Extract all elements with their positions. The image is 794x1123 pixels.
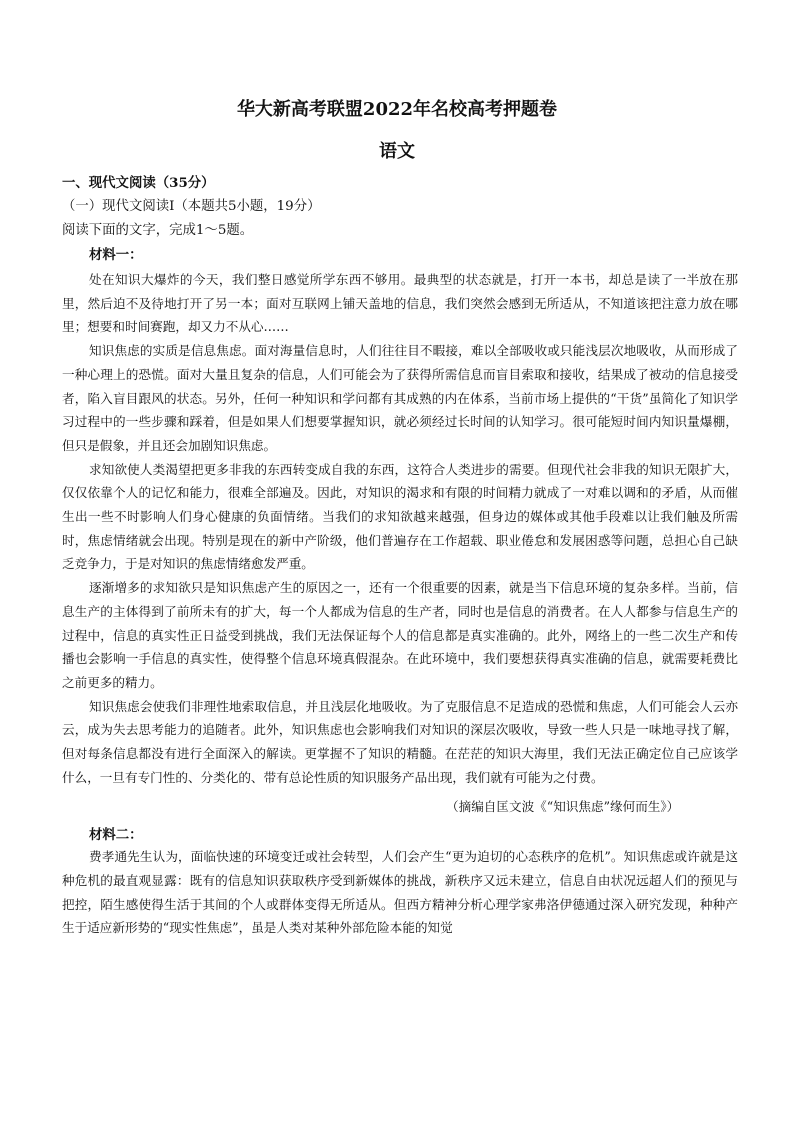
material1-paragraph: 逐渐增多的求知欲只是知识焦虑产生的原因之一，还有一个很重要的因素，就是当下信息环境的复杂多样。当前，信息生产的主体得到了前所未有的扩大，每一个人都成为信息的生产者，同时也是信息的消费者。在人人都参与信息生产的过程中，信息的真实性正日益受到挑战，我们无法保证每个人的信息都是真实准确的。此外，网络上的一些二次生产和传播也会影响一手信息的真实性，使得整个信息环境真假混杂。在此环境中，我们要想获得真实准确的信息，就需要耗费比之前更多的精力。 <box>62 580 738 690</box>
material1-label: 材料一： <box>89 247 143 263</box>
material1-paragraph: 处在知识大爆炸的今天，我们整日感觉所学东西不够用。最典型的状态就是，打开一本书，却总是读了一半放在那里，然后迫不及待地打开了另一本；面对互联网上铺天盖地的信息，我们突然会感到无所适从，不知道该把注意力放在哪里；想要和时间赛跑，却又力不从心…… <box>62 272 738 335</box>
subject-title: 语文 <box>379 141 415 162</box>
material2-label: 材料二： <box>89 827 143 844</box>
exam-title: 华大新高考联盟2022年名校高考押题卷 <box>236 99 558 120</box>
subsection-heading: （一）现代文阅读Ⅰ（本题共5小题，19分） <box>62 199 321 214</box>
material1-source: （摘编自匡文波《“知识焦虑”缘何而生》） <box>446 799 680 815</box>
material1-paragraph: 知识焦虑的实质是信息焦虑。面对海量信息时，人们往往目不暇接，难以全部吸收或只能浅层次地吸收，从而形成了一种心理上的恐慌。面对大量且复杂的信息，人们可能会为了获得所需信息而盲目索取和接收，结果成了被动的信息接受者，陷入盲目跟风的状态。另外，任何一种知识和学问都有其成熟的内在体系，当前市场上提供的“干货”虽简化了知识学习过程中的一些步骤和踩着，但是如果人们想要掌握知识，就必须经过长时间的认知学习。很可能短时间内知识量爆棚，但只是假象，并且还会加剧知识焦虑。 <box>62 343 738 453</box>
material1-body <box>62 268 738 789</box>
material1-paragraph: 知识焦虑会使我们非理性地索取信息，并且浅层化地吸收。为了克服信息不足造成的恐慌和焦虑，人们可能会人云亦云，成为失去思考能力的追随者。此外，知识焦虑也会影响我们对知识的深层次吸收，导致一些人只是一味地寻找了解，但对每条信息都没有进行全面深入的解读。更掌握不了知识的精髓。在茫茫的知识大海里，我们无法正确定位自己应该学什么，一旦有专门性的、分类化的、带有总论性质的知识服务产品出现，我们就有可能为之付费。 <box>62 698 738 785</box>
reading-instruction: 阅读下面的文字，完成1～5题。 <box>62 223 254 238</box>
material2-paragraph: 费孝通先生认为，面临快速的环境变迁或社会转型，人们会产生“更为迫切的心态秩序的危机”。知识焦虑或许就是这种危机的最直观显露：既有的信息知识获取秩序受到新媒体的挑战，新秩序又远未建立，信息自由状况远超人们的预见与把控，陌生感使得生活于其间的个人或群体变得无所适从。但西方精神分析心理学家弗洛伊德通过深入研究发现，种种产生于适应新形势的“现实性焦虑”，虽是人类对某种外部危险本能的知觉 <box>62 849 738 936</box>
section-heading: 一、现代文阅读（35分） <box>62 175 215 191</box>
material1-paragraph: 求知欲使人类渴望把更多非我的东西转变成自我的东西，这符合人类进步的需要。但现代社会非我的知识无限扩大，仅仅依靠个人的记忆和能力，很难全部遍及。因此，对知识的渴求和有限的时间精力就成了一对难以调和的矛盾，从而催生出一些不时影响人们身心健康的负面情绪。当我们的求知欲越来越强，但身边的媒体或其他手段难以让我们触及所需时，焦虑情绪就会出现。特别是现在的新中产阶级，他们普遍存在工作超载、职业倦怠和发展困惑等问题，总担心自己缺乏竞争力，于是对知识的焦虑情绪愈发严重。 <box>62 461 738 572</box>
exam-content <box>62 170 738 940</box>
